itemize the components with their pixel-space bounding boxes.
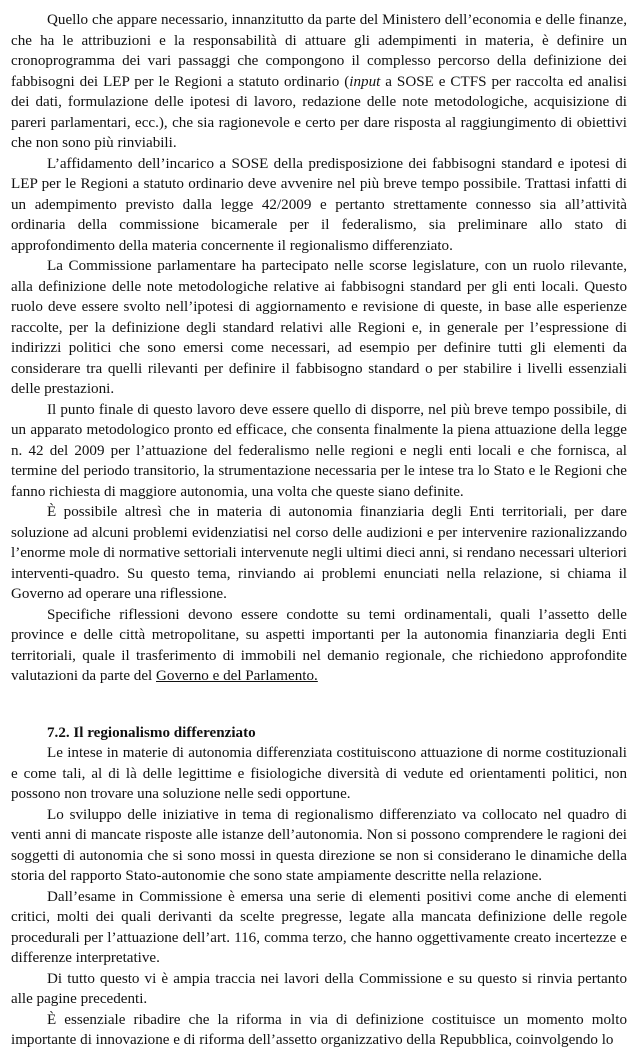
text-run: È essenziale ribadire che la riforma in via di definizione costituisce un momento molto importante di innovazione e di riforma dell’assetto organizzativo della Repubblica, coinvolgendo lo bbox=[11, 1011, 627, 1048]
underlined-text: Governo e del Parlamento. bbox=[156, 668, 318, 684]
text-block-regionalism bbox=[11, 743, 627, 1051]
text-run: La Commissione parlamentare ha partecipato nelle scorse legislature, con un ruolo rilevante, alla definizione delle note metodologiche relative ai fabbisogni standard per gli enti locali. Questo ruolo deve essere svolto nell’ipotesi di aggiornamento e revisione di queste, in base alle esperienze raccolte, per la definizione degli standard relativi alle Regioni e, in generale per l’espressione di indirizzi politici che sono emersi come necessari, ad esempio per definire tutti gli elementi da considerare tra quelli rilevanti per definire il fabbisogno standard o per stabilire i livelli essenziali delle prestazioni. bbox=[11, 258, 627, 397]
text-run: È possibile altresì che in materia di autonomia finanziaria degli Enti territoriali, per dare soluzione ad alcuni problemi evidenziatisi nel corso delle audizioni e per intervenire razionalizzando l’enorme mole di normative settoriali intervenute negli ultimi dieci anni, si rendano necessari ulteriori interventi-quadro. Su questo tema, rinviando ai problemi enunciati nella relazione, si chiama il Governo ad operare una riflessione. bbox=[11, 504, 627, 602]
body-paragraph bbox=[11, 887, 627, 969]
text-run: a SOSE e CTFS per raccolta ed analisi dei dati, formulazione delle ipotesi di lavoro, redazione delle note metodologiche, acquisizione di pareri parlamentari, ecc.), che sia ragionevole e certo per dare risposta al raggiungimento di obiettivi che non sono più rinviabili. bbox=[11, 73, 628, 151]
body-paragraph bbox=[11, 400, 627, 503]
text-run: Il punto finale di questo lavoro deve essere quello di disporre, nel più breve tempo possibile, di un apparato metodologico pronto ed efficace, che consenta finalmente la piena attuazione della legge n. 42 del 2009 per l’attuazione del federalismo nelle regioni e negli enti locali e che fornisca, al termine del periodo transitorio, la strumentazione necessaria per le intese tra lo Stato e le Regioni che fanno richiesta di maggiore autonomia, una volta che queste siano definite. bbox=[11, 401, 627, 500]
body-paragraph bbox=[11, 805, 627, 887]
body-paragraph bbox=[11, 10, 627, 154]
body-paragraph bbox=[11, 502, 627, 605]
text-run: Lo sviluppo delle iniziative in tema di regionalismo differenziato va collocato nel quadro di venti anni di mancate risposte alle istanze dell’autonomia. Non si possono comprendere le ragioni dei soggetti di autonomia che si sono mossi in questa direzione se non si considerano le dinamiche della storia del rapporto Stato-autonomie che sono state ampiamente descritte nella relazione. bbox=[11, 806, 627, 884]
body-paragraph bbox=[11, 1010, 627, 1051]
body-paragraph bbox=[11, 605, 627, 687]
section-heading: 7.2. Il regionalismo differenziato bbox=[47, 724, 256, 741]
section-spacer bbox=[11, 687, 627, 723]
italic-term: input bbox=[349, 73, 381, 90]
text-run: L’affidamento dell’incarico a SOSE della predisposizione dei fabbisogni standard e ipotesi di LEP per le Regioni a statuto ordinario deve avvenire nel più breve tempo possibile. Trattasi infatti di un adempimento previsto dalla legge 42/2009 e pertanto strettamente connesso sia all’attività ordinaria della commissione bicamerale per il federalismo, sia preliminare allo stato di approfondimento della materia concernente il regionalismo differenziato. bbox=[11, 155, 627, 254]
text-run: Le intese in materie di autonomia differenziata costituiscono attuazione di norme costituzionali e come tali, al di là delle legittime e fisiologiche diversità di vedute ed orientamenti politici, non possono non trovare una soluzione nelle sedi opportune. bbox=[11, 745, 627, 802]
text-run: Quello che appare necessario, innanzitutto da parte del Ministero dell’economia e delle finanze, che ha le attribuzioni e la responsabilità di attuare gli adempimenti in materia, è definire un cronoprogramma dei vari passaggi che compongono il complesso percorso della definizione dei fabbisogni dei LEP per le Regioni a statuto ordinario ( bbox=[11, 12, 627, 90]
text-run: Di tutto questo vi è ampia traccia nei lavori della Commissione e su questo si rinvia pertanto alle pagine precedenti. bbox=[11, 970, 627, 1007]
body-paragraph bbox=[11, 154, 627, 257]
body-paragraph bbox=[11, 256, 627, 400]
text-run: Dall’esame in Commissione è emersa una serie di elementi positivi come anche di elementi critici, molti dei quali derivanti da scelte pregresse, legate alla mancata definizione delle regole procedurali per l’attuazione dell’art. 116, comma terzo, che hanno oggettivamente creato incertezze e differenze interpretative. bbox=[11, 888, 627, 966]
body-paragraph bbox=[11, 743, 627, 805]
body-paragraph bbox=[11, 969, 627, 1010]
text-run: Specifiche riflessioni devono essere condotte su temi ordinamentali, quali l’assetto delle province e delle città metropolitane, su aspetti importanti per la autonomia finanziaria degli Enti territoriali, quale il trasferimento di immobili nel demanio regionale, che richiedono approfondite valutazioni da parte del bbox=[11, 606, 627, 684]
text-block-proposals bbox=[11, 10, 627, 687]
